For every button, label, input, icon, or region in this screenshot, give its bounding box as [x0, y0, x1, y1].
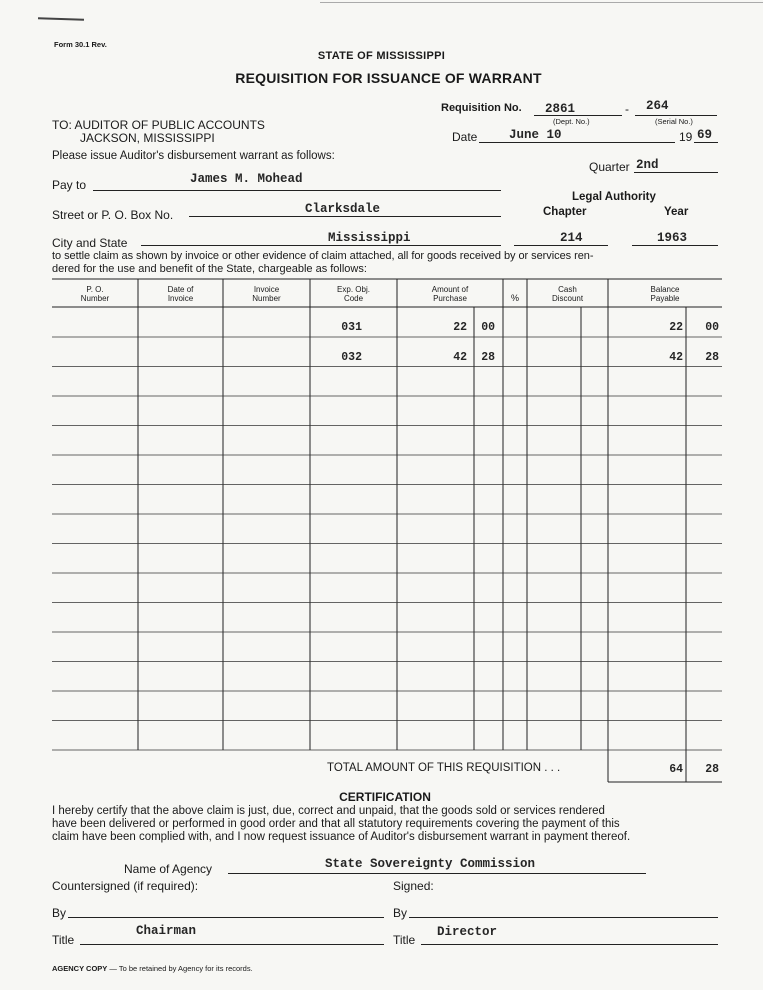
requisition-dash: - [625, 102, 629, 116]
date-year-prefix: 19 [679, 130, 693, 144]
legal-authority-title: Legal Authority [572, 191, 656, 203]
pay-to-value[interactable]: James M. Mohead [190, 172, 303, 186]
footer-text: — To be retained by Agency for its records. [109, 964, 253, 973]
header-balance-line1: Balance [650, 285, 680, 294]
header-amount-of-purchase [397, 285, 503, 303]
legal-authority-year-label: Year [664, 206, 689, 218]
agency-value[interactable]: State Sovereignty Commission [325, 857, 536, 871]
date-label: Date [452, 130, 478, 144]
certification-line2: have been delivered or performed in good order and that all statutory requirements covering the payment of this [52, 818, 620, 830]
row1-amount-cents[interactable]: 00 [481, 321, 495, 334]
signed-title-value[interactable]: Director [437, 925, 498, 939]
header-po-number [52, 285, 138, 303]
quarter-value[interactable]: 2nd [636, 158, 659, 172]
street-label: Street or P. O. Box No. [52, 208, 174, 222]
footer-agency-copy: AGENCY COPY [52, 964, 108, 973]
requisition-dept-no[interactable]: 2861 [545, 102, 576, 116]
footer-note [52, 964, 253, 973]
header-exp-line1: Exp. Obj. [337, 285, 370, 294]
total-label: TOTAL AMOUNT OF THIS REQUISITION . . . [327, 762, 561, 774]
row1-balance-dollars[interactable]: 22 [669, 321, 683, 334]
city-state-label: City and State [52, 236, 128, 250]
row2-amount-cents[interactable]: 28 [481, 351, 495, 364]
header-exp-line2: Code [343, 294, 364, 303]
row2-amount-dollars[interactable]: 42 [453, 351, 467, 364]
certification-line3: claim have been complied with, and I now request issuance of Auditor's disbursement warrant in payment thereof. [52, 831, 631, 843]
header-date-line1: Date of [167, 285, 194, 294]
addressee-line2: JACKSON, MISSISSIPPI [80, 131, 215, 145]
signed-by-line[interactable] [409, 917, 718, 918]
addressee-line1: TO: AUDITOR OF PUBLIC ACCOUNTS [52, 118, 265, 132]
instruction-text: Please issue Auditor's disbursement warrant as follows: [52, 150, 335, 162]
total-dollars[interactable]: 64 [669, 763, 683, 776]
row2-balance-dollars[interactable]: 42 [669, 351, 683, 364]
header-amount-line2: Purchase [433, 294, 467, 303]
countersigned-by-line[interactable] [68, 917, 384, 918]
header-percent: % [510, 293, 519, 303]
header-invoice-line1: Invoice [253, 285, 280, 294]
countersigned-title-line [80, 944, 384, 945]
requisition-dept-caption: (Dept. No.) [553, 117, 590, 126]
header-cash-line1: Cash [558, 285, 577, 294]
row1-amount-dollars[interactable]: 22 [453, 321, 467, 334]
row1-balance-cents[interactable]: 00 [705, 321, 719, 334]
certification-title: CERTIFICATION [339, 790, 431, 804]
header-cash-line2: Discount [551, 294, 584, 303]
header-exp-obj-code [310, 285, 397, 303]
claim-text-line2: dered for the use and benefit of the State, chargeable as follows: [52, 263, 367, 275]
pay-to-label: Pay to [52, 178, 87, 192]
city-state-value[interactable]: Mississippi [328, 231, 411, 245]
requisition-serial-caption: (Serial No.) [655, 117, 693, 126]
header-amount-line1: Amount of [431, 285, 469, 294]
requisition-label: Requisition No. [441, 102, 522, 114]
signed-by-label: By [393, 906, 408, 920]
header-po-line1: P. O. [86, 285, 104, 294]
total-cents[interactable]: 28 [705, 763, 719, 776]
header-balance-payable [608, 285, 722, 303]
legal-authority-chapter-label: Chapter [543, 206, 587, 218]
agency-label: Name of Agency [124, 862, 213, 876]
state-title: STATE OF MISSISSIPPI [317, 50, 446, 62]
countersigned-by-label: By [52, 906, 67, 920]
signed-label: Signed: [393, 879, 434, 893]
date-value[interactable]: June 10 [509, 128, 562, 142]
certification-line1: I hereby certify that the above claim is just, due, correct and unpaid, that the goods sold or services rendered [52, 805, 605, 817]
header-date-line2: Invoice [167, 294, 194, 303]
countersigned-title-label: Title [52, 933, 75, 947]
header-balance-line2: Payable [650, 294, 680, 303]
countersigned-label: Countersigned (if required): [52, 879, 199, 893]
header-invoice-line2: Number [252, 294, 281, 303]
main-title: REQUISITION FOR ISSUANCE OF WARRANT [235, 70, 542, 86]
date-year-suffix[interactable]: 69 [697, 128, 713, 142]
row2-exp-code[interactable]: 032 [341, 351, 362, 364]
quarter-label: Quarter [589, 160, 630, 174]
header-date-of-invoice [138, 285, 223, 303]
signed-title-line [421, 944, 718, 945]
street-value[interactable]: Clarksdale [305, 202, 381, 216]
claim-text-line1: to settle claim as shown by invoice or other evidence of claim attached, all for goods received by or services ren- [52, 250, 594, 262]
signed-title-label: Title [393, 933, 416, 947]
year-value[interactable]: 1963 [657, 231, 688, 245]
countersigned-title-value[interactable]: Chairman [136, 924, 197, 938]
row1-exp-code[interactable]: 031 [341, 321, 362, 334]
header-po-line2: Number [80, 294, 110, 303]
header-invoice-number [223, 285, 310, 303]
header-cash-discount [527, 285, 608, 303]
form-number: Form 30.1 Rev. [54, 40, 107, 49]
requisition-serial-no[interactable]: 264 [646, 99, 669, 113]
agency-line [228, 873, 646, 874]
row2-balance-cents[interactable]: 28 [705, 351, 719, 364]
chapter-value[interactable]: 214 [560, 231, 583, 245]
